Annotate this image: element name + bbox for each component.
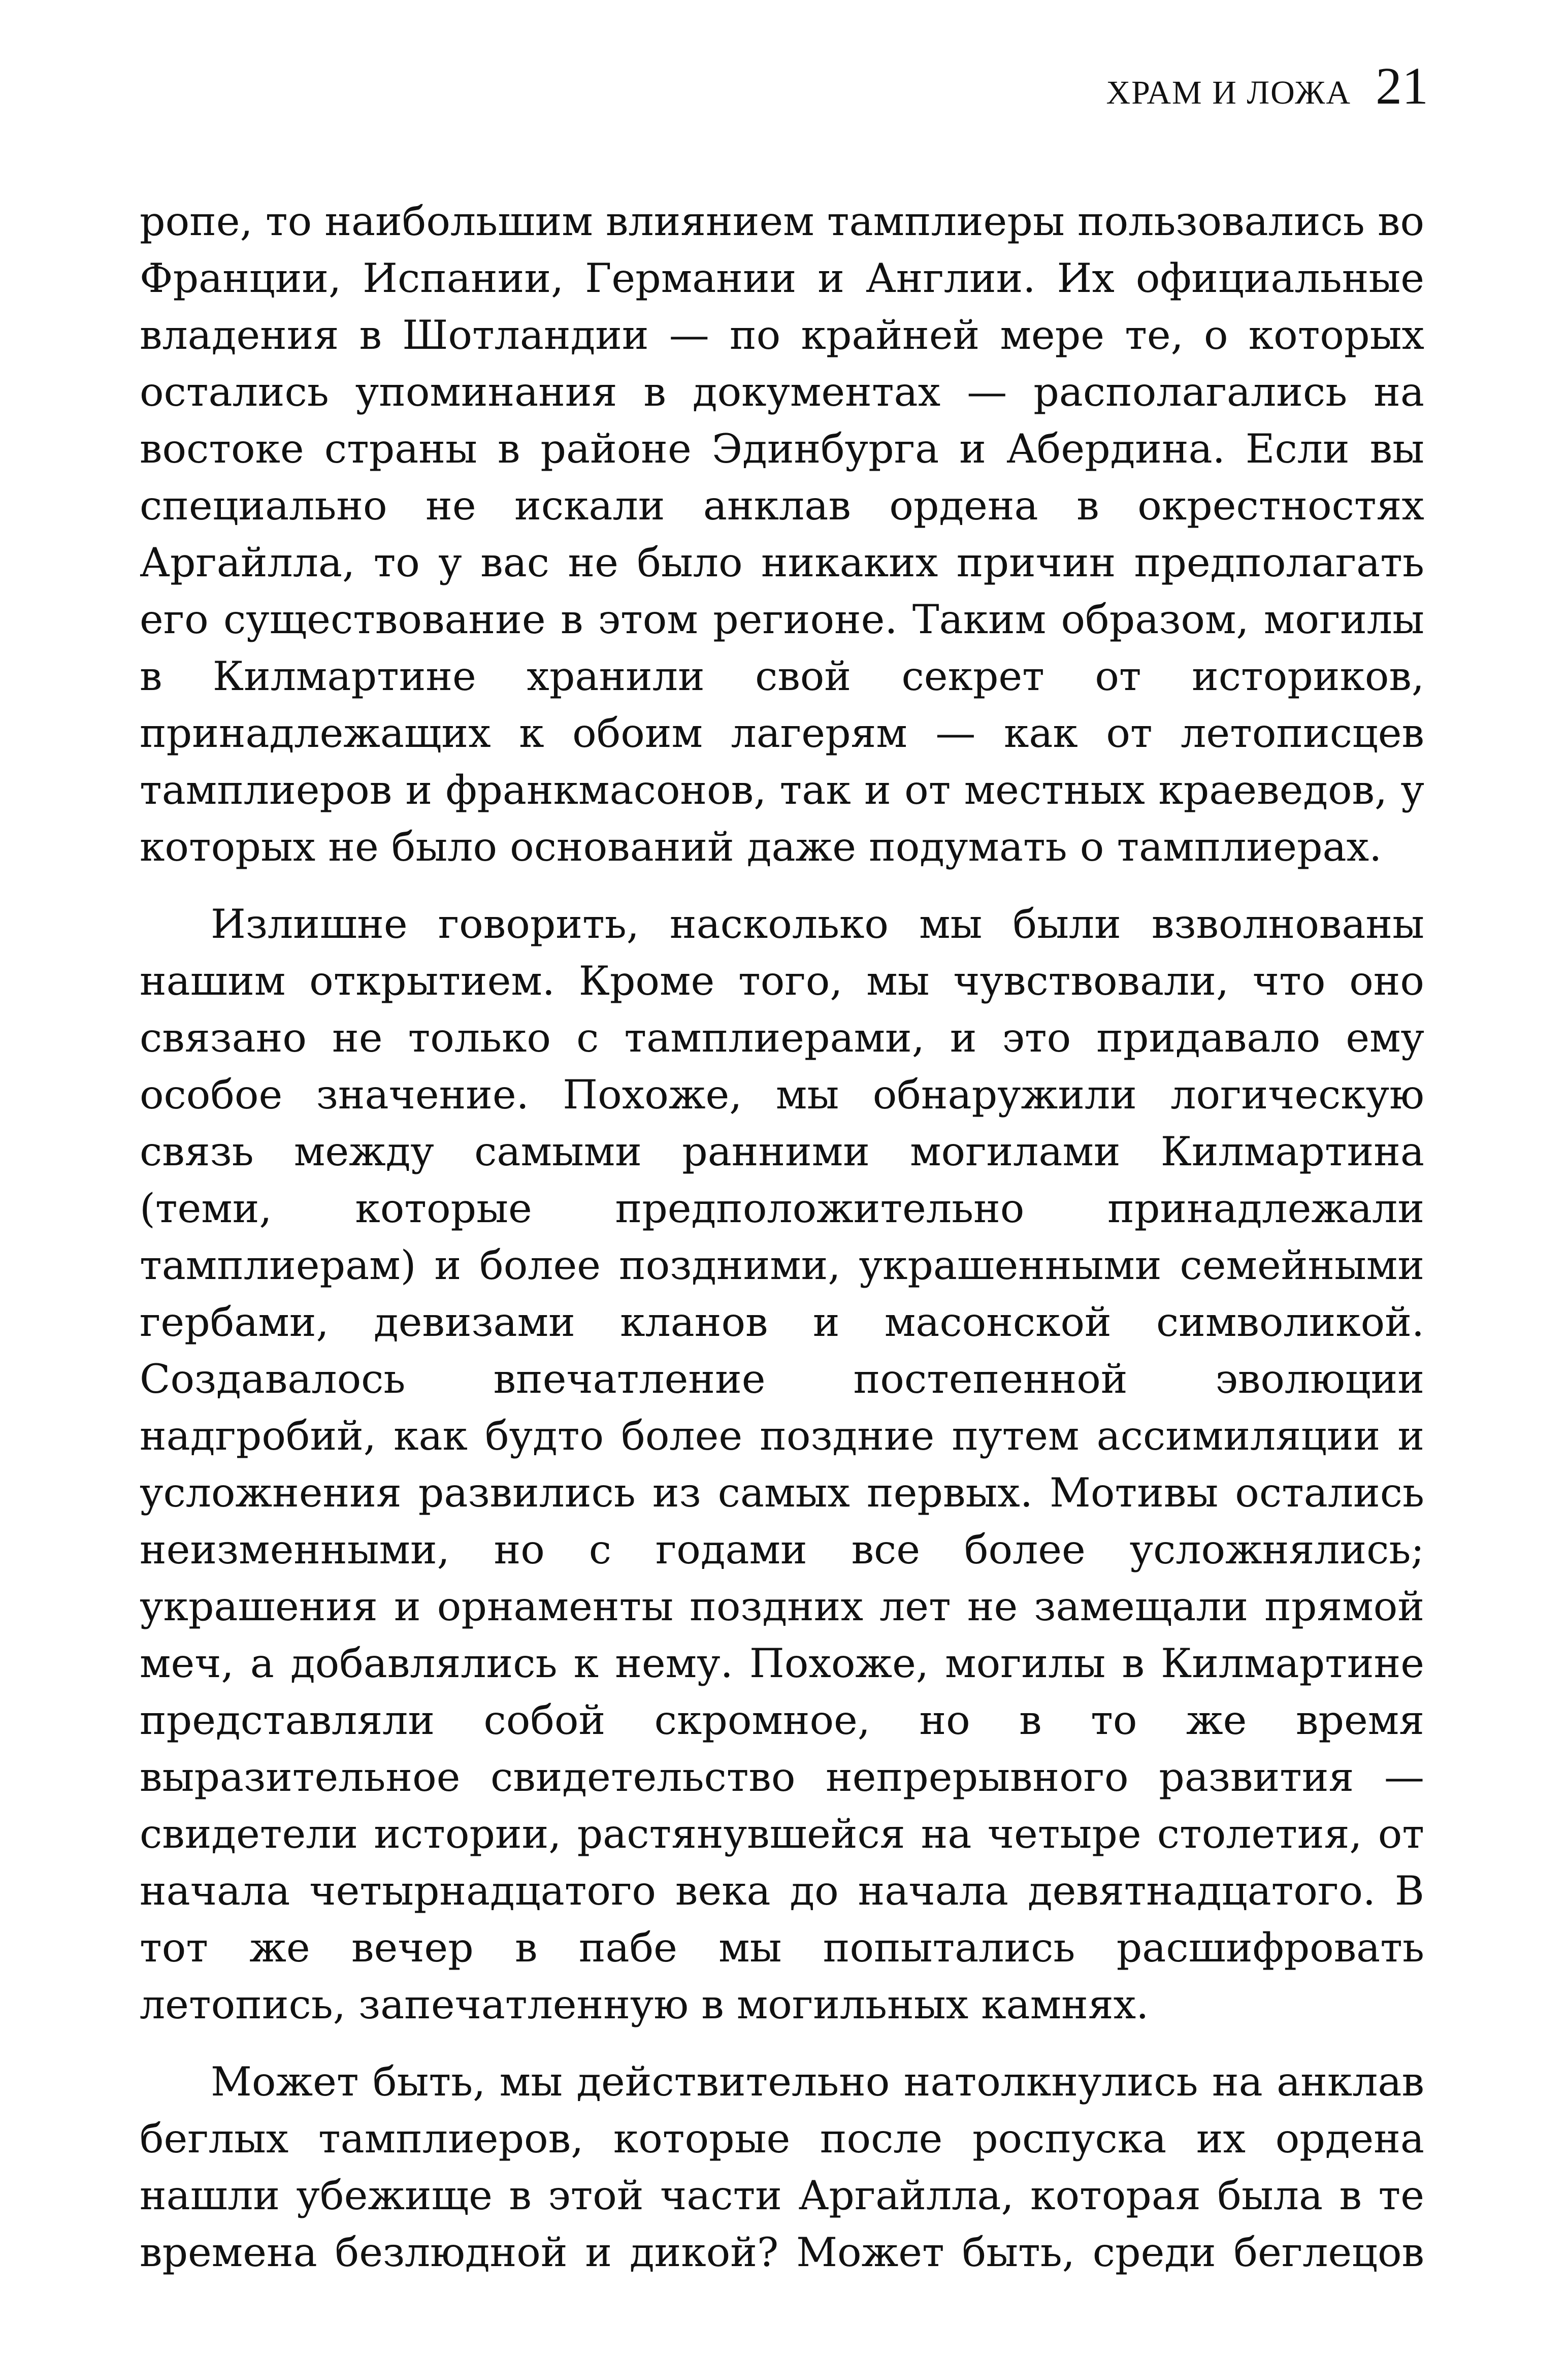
body-text [140,193,1424,2301]
page-header [1106,56,1428,116]
paragraph-2: Излишне говорить, насколько мы были взволнованы нашим открытием. Кроме того, мы чувствовали, что оно связано не только с тамплиерами, и это придавало ему особое значение. Похоже, мы обнаружили логическую связь между самыми ранними могилами Килмартина (теми, которые предположительно принадлежали тамплиерам) и более поздними, украшенными семейными гербами, девизами кланов и масонской символикой. Создавалось впечатление постепенной эволюции надгробий, как будто более поздние путем ассимиляции и усложнения развились из самых первых. Мотивы остались неизменными, но с годами все более усложнялись; украшения и орнаменты поздних лет не замещали прямой меч, а добавлялись к нему. Похоже, могилы в Килмартине представляли собой скромное, но в то же время выразительное свидетельство непрерывного развития — свидетели истории, растянувшейся на четыре столетия, от начала четырнадцатого века до начала девятнадцатого. В тот же вечер в пабе мы попытались расшифровать летопись, запечатленную в могильных камнях. [140,901,1424,2028]
paragraph-1: ропе, то наибольшим влиянием тамплиеры пользовались во Франции, Испании, Германии и Англии. Их официальные владения в Шотландии — по крайней мере те, о которых остались упоминания в документах — располагались на востоке страны в районе Эдинбурга и Абердина. Если вы специально не искали анклав ордена в окрестностях Аргайлла, то у вас не было никаких причин предполагать его существование в этом регионе. Таким образом, могилы в Килмартине хранили свой секрет от историков, принадлежащих к обоим лагерям — как от летописцев тамплиеров и франкмасонов, так и от местных краеведов, у которых не было оснований даже подумать о тамплиерах. [140,198,1424,870]
running-title: ХРАМ И ЛОЖА [1106,74,1351,111]
paragraph-3: Может быть, мы действительно натолкнулись на анклав беглых тамплиеров, которые после роспуска их ордена нашли убежище в этой части Аргайлла, которая была в те времена безлюдной и дикой? Может быть, среди беглецов [140,2058,1424,2276]
page-number: 21 [1376,57,1428,115]
